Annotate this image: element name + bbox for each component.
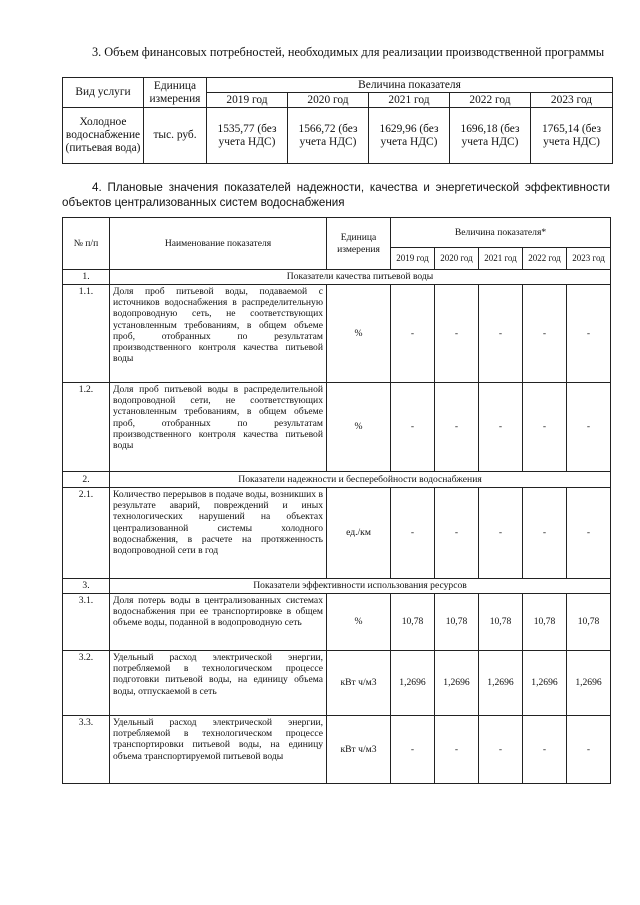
value-cell: -	[567, 383, 611, 472]
value-cell: 10,78	[391, 594, 435, 651]
value-cell: 1696,18 (без учета НДС)	[450, 108, 531, 164]
value-cell: -	[479, 285, 523, 383]
year-header: 2021 год	[369, 93, 450, 108]
col-value-header: Величина показателя	[207, 78, 613, 93]
unit-cell: %	[327, 594, 391, 651]
value-cell: -	[435, 285, 479, 383]
col-num-header: № п/п	[63, 218, 110, 270]
unit-cell: кВт ч/м3	[327, 716, 391, 784]
value-cell: 1,2696	[523, 651, 567, 716]
year-header: 2021 год	[479, 248, 523, 270]
financial-needs-table	[62, 77, 613, 164]
row-num: 3.1.	[63, 594, 110, 651]
value-cell: -	[479, 383, 523, 472]
row-num: 2.1.	[63, 488, 110, 579]
year-header: 2019 год	[391, 248, 435, 270]
indicator-name: Удельный расход электрической энергии, потребляемой в технологическом процессе подготовки питьевой воды, на единицу объема воды, отпускаемой в сеть	[110, 651, 327, 716]
value-cell: 10,78	[523, 594, 567, 651]
service-cell: Холодное водоснабжение (питьевая вода)	[63, 108, 144, 164]
section4-heading: 4. Плановые значения показателей надежности, качества и энергетической эффективности объектов централизованных систем водоснабжения	[62, 181, 610, 209]
value-cell: 1,2696	[567, 651, 611, 716]
group-title: Показатели качества питьевой воды	[110, 270, 611, 285]
value-cell: -	[523, 285, 567, 383]
value-cell: 1,2696	[479, 651, 523, 716]
value-cell: -	[391, 383, 435, 472]
value-cell: -	[523, 716, 567, 784]
year-header: 2023 год	[567, 248, 611, 270]
row-num: 1.1.	[63, 285, 110, 383]
group-num: 2.	[63, 472, 110, 488]
value-cell: 1,2696	[391, 651, 435, 716]
value-cell: -	[391, 716, 435, 784]
group-title: Показатели надежности и бесперебойности водоснабжения	[110, 472, 611, 488]
year-header: 2022 год	[523, 248, 567, 270]
value-cell: 1629,96 (без учета НДС)	[369, 108, 450, 164]
row-num: 1.2.	[63, 383, 110, 472]
value-cell: 1566,72 (без учета НДС)	[288, 108, 369, 164]
year-header: 2019 год	[207, 93, 288, 108]
group-num: 1.	[63, 270, 110, 285]
value-cell: -	[479, 716, 523, 784]
value-cell: -	[479, 488, 523, 579]
group-title: Показатели эффективности использования ресурсов	[110, 579, 611, 594]
indicator-name: Доля проб питьевой воды в распределительной водопроводной сети, не соответствующих установленным требованиям, в общем объеме проб, отобранных по результатам производственного контроля качества питьевой воды	[110, 383, 327, 472]
col-unit-header: Единица измерения	[327, 218, 391, 270]
value-cell: 10,78	[479, 594, 523, 651]
value-cell: -	[523, 383, 567, 472]
row-num: 3.2.	[63, 651, 110, 716]
value-cell: 10,78	[435, 594, 479, 651]
col-value-header: Величина показателя*	[391, 218, 611, 248]
indicators-table	[62, 217, 611, 784]
value-cell: -	[523, 488, 567, 579]
value-cell: -	[567, 488, 611, 579]
year-header: 2020 год	[435, 248, 479, 270]
col-service-header: Вид услуги	[63, 78, 144, 108]
value-cell: -	[435, 383, 479, 472]
value-cell: -	[435, 716, 479, 784]
indicator-name: Доля потерь воды в централизованных системах водоснабжения при ее транспортировке в общем объеме воды, поданной в водопроводную сеть	[110, 594, 327, 651]
row-num: 3.3.	[63, 716, 110, 784]
value-cell: 1,2696	[435, 651, 479, 716]
section3-heading: 3. Объем финансовых потребностей, необходимых для реализации производственной программы	[92, 45, 605, 59]
indicator-name: Удельный расход электрической энергии, потребляемой в технологическом процессе транспортировки питьевой воды, на единицу объема транспортируемой питьевой воды	[110, 716, 327, 784]
unit-cell: %	[327, 383, 391, 472]
value-cell: 10,78	[567, 594, 611, 651]
value-cell: -	[391, 285, 435, 383]
group-num: 3.	[63, 579, 110, 594]
value-cell: -	[567, 285, 611, 383]
unit-cell: %	[327, 285, 391, 383]
year-header: 2022 год	[450, 93, 531, 108]
unit-cell: кВт ч/м3	[327, 651, 391, 716]
year-header: 2020 год	[288, 93, 369, 108]
col-name-header: Наименование показателя	[110, 218, 327, 270]
indicator-name: Доля проб питьевой воды, подаваемой с источников водоснабжения в распределительную водопроводную сеть, не соответствующих установленным требованиям, в общем объеме проб, отобранных по результатам производственного контроля качества питьевой воды	[110, 285, 327, 383]
value-cell: 1535,77 (без учета НДС)	[207, 108, 288, 164]
value-cell: 1765,14 (без учета НДС)	[531, 108, 613, 164]
value-cell: -	[391, 488, 435, 579]
value-cell: -	[567, 716, 611, 784]
unit-cell: ед./км	[327, 488, 391, 579]
col-unit-header: Единица измерения	[144, 78, 207, 108]
indicator-name: Количество перерывов в подаче воды, возникших в результате аварий, повреждений и иных технологических нарушений на объектах централизованной системы холодного водоснабжения, в расчете на протяженность водопроводной сети в год	[110, 488, 327, 579]
year-header: 2023 год	[531, 93, 613, 108]
value-cell: -	[435, 488, 479, 579]
unit-cell: тыс. руб.	[144, 108, 207, 164]
